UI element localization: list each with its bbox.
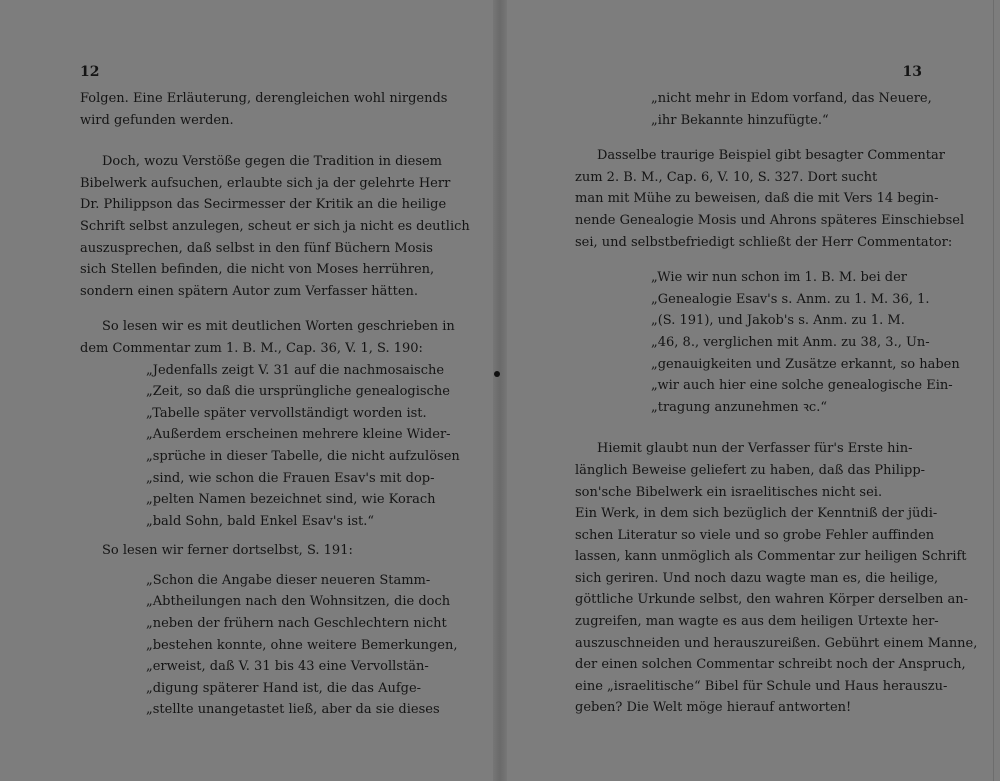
paragraph: [80, 540, 420, 562]
text-line: „Wie wir nun schon im 1. B. M. bei der: [651, 270, 908, 286]
text-line: göttliche Urkunde selbst, den wahren Körper derselben an-: [575, 592, 969, 608]
text-line: Folgen. Eine Erläuterung, derengleichen wohl nirgends: [80, 91, 448, 106]
text-line: Doch, wozu Verstöße gegen die Tradition in diesem: [102, 154, 443, 170]
text-line: Ein Werk, in dem sich bezüglich der Kenntniß der jüdi-: [575, 506, 938, 522]
text-line: nende Genealogie Mosis und Ahrons späteres Einschiebsel: [575, 212, 965, 228]
paragraph: [80, 151, 470, 302]
text-line: „tragung anzunehmen ꝛc.“: [651, 399, 827, 415]
paragraph-gap: [575, 131, 922, 145]
text-line: Hiemit glaubt nun der Verfasser für's Erste hin-: [597, 441, 913, 457]
text-line: So lesen wir es mit deutlichen Worten geschrieben in: [102, 319, 455, 335]
text-line: sich Stellen befinden, die nicht von Moses herrühren,: [80, 262, 435, 278]
left-page-body: [80, 88, 470, 721]
paragraph-gap: [80, 131, 420, 151]
text-line: „Jedenfalls zeigt V. 31 auf die nachmosaische: [146, 362, 445, 378]
text-line: „Außerdem erscheinen mehrere kleine Wider-: [146, 427, 451, 443]
text-line: „Abtheilungen nach den Wohnsitzen, die doch: [146, 594, 451, 610]
text-line: zum 2. B. M., Cap. 6, V. 10, S. 327. Dort sucht: [575, 169, 878, 185]
text-line: geben? Die Welt möge hierauf antworten!: [575, 700, 852, 716]
book-gutter: [493, 0, 507, 781]
left-page-number: 12: [80, 64, 100, 80]
paragraph: [575, 145, 965, 253]
text-line: Bibelwerk aufsuchen, erlaubte sich ja der gelehrte Herr: [80, 175, 451, 191]
paragraph-gap: [80, 302, 420, 316]
paragraph-gap: [575, 418, 922, 438]
text-line: eine „israelitische“ Bibel für Schule und Haus herauszu-: [575, 678, 948, 694]
text-line: auszuschneiden und herauszureißen. Gebührt einem Manne,: [575, 635, 978, 651]
text-line: auszusprechen, daß selbst in den fünf Büchern Mosis: [80, 240, 433, 256]
text-line: So lesen wir ferner dortselbst, S. 191:: [102, 543, 353, 559]
text-line: sich geriren. Und noch dazu wagte man es, die heilige,: [575, 570, 939, 586]
text-line: „bestehen konnte, ohne weitere Bemerkungen,: [146, 637, 458, 653]
block-quote: [146, 570, 458, 721]
paragraph-gap: [575, 253, 922, 267]
text-line: „wir auch hier eine solche genealogische Ein-: [651, 378, 953, 394]
text-line: „stellte unangetastet ließ, aber da sie dieses: [146, 702, 440, 718]
paragraph: [80, 88, 448, 131]
text-line: „nicht mehr in Edom vorfand, das Neuere,: [651, 91, 932, 106]
block-quote: [651, 88, 932, 131]
text-line: „Genealogie Esav's s. Anm. zu 1. M. 36, 1.: [651, 291, 930, 307]
text-line: Schrift selbst anzulegen, scheut er sich ja nicht es deutlich: [80, 218, 470, 234]
text-line: son'sche Bibelwerk ein israelitisches nicht sei.: [575, 484, 883, 500]
text-line: „pelten Namen bezeichnet sind, wie Korach: [146, 492, 436, 508]
text-line: zugreifen, man wagte es aus dem heiligen Urtexte her-: [575, 614, 939, 630]
text-line: sondern einen spätern Autor zum Verfasser hätten.: [80, 283, 419, 299]
text-line: der einen solchen Commentar schreibt noch der Anspruch,: [575, 657, 966, 673]
block-quote: [651, 267, 960, 418]
text-line: Dr. Philippson das Secirmesser der Kritik an die heilige: [80, 197, 447, 213]
text-line: „ihr Bekannte hinzufügte.“: [651, 112, 829, 128]
text-line: „digung späterer Hand ist, die das Aufge-: [146, 680, 422, 696]
text-line: wird gefunden werden.: [80, 112, 234, 128]
paragraph-gap: [80, 562, 420, 570]
left-page: [0, 0, 493, 781]
text-line: lassen, kann unmöglich als Commentar zur heiligen Schrift: [575, 549, 967, 565]
paragraph: [80, 316, 455, 359]
text-line: „46, 8., verglichen mit Anm. zu 38, 3., Un-: [651, 334, 930, 350]
text-line: Dasselbe traurige Beispiel gibt besagter Commentar: [597, 148, 945, 164]
page-edge: [993, 0, 994, 781]
paragraph-gap: [80, 532, 420, 540]
right-page-body: [575, 88, 978, 719]
text-line: „sind, wie schon die Frauen Esav's mit dop-: [146, 470, 435, 486]
text-line: „sprüche in dieser Tabelle, die nicht aufzulösen: [146, 448, 460, 464]
paragraph: [575, 438, 978, 719]
block-quote: [146, 360, 460, 533]
text-line: „erweist, daß V. 31 bis 43 eine Vervollstän-: [146, 659, 429, 675]
text-line: länglich Beweise geliefert zu haben, daß das Philipp-: [575, 462, 926, 478]
text-line: „(S. 191), und Jakob's s. Anm. zu 1. M.: [651, 313, 905, 329]
text-line: man mit Mühe zu beweisen, daß die mit Vers 14 begin-: [575, 191, 939, 207]
text-line: „neben der frühern nach Geschlechtern nicht: [146, 616, 447, 632]
text-line: „Zeit, so daß die ursprüngliche genealogische: [146, 384, 450, 400]
center-dot: [494, 371, 500, 377]
right-page-number: 13: [902, 64, 922, 80]
text-line: dem Commentar zum 1. B. M., Cap. 36, V. 1, S. 190:: [80, 340, 423, 356]
text-line: „Tabelle später vervollständigt worden ist.: [146, 405, 427, 421]
text-line: „Schon die Angabe dieser neueren Stamm-: [146, 572, 431, 588]
text-line: schen Literatur so viele und so grobe Fehler auffinden: [575, 527, 935, 543]
text-line: „genauigkeiten und Zusätze erkannt, so haben: [651, 356, 960, 372]
text-line: „bald Sohn, bald Enkel Esav's ist.“: [146, 513, 375, 529]
text-line: sei, und selbstbefriedigt schließt der Herr Commentator:: [575, 234, 953, 250]
right-page: [507, 0, 1000, 781]
